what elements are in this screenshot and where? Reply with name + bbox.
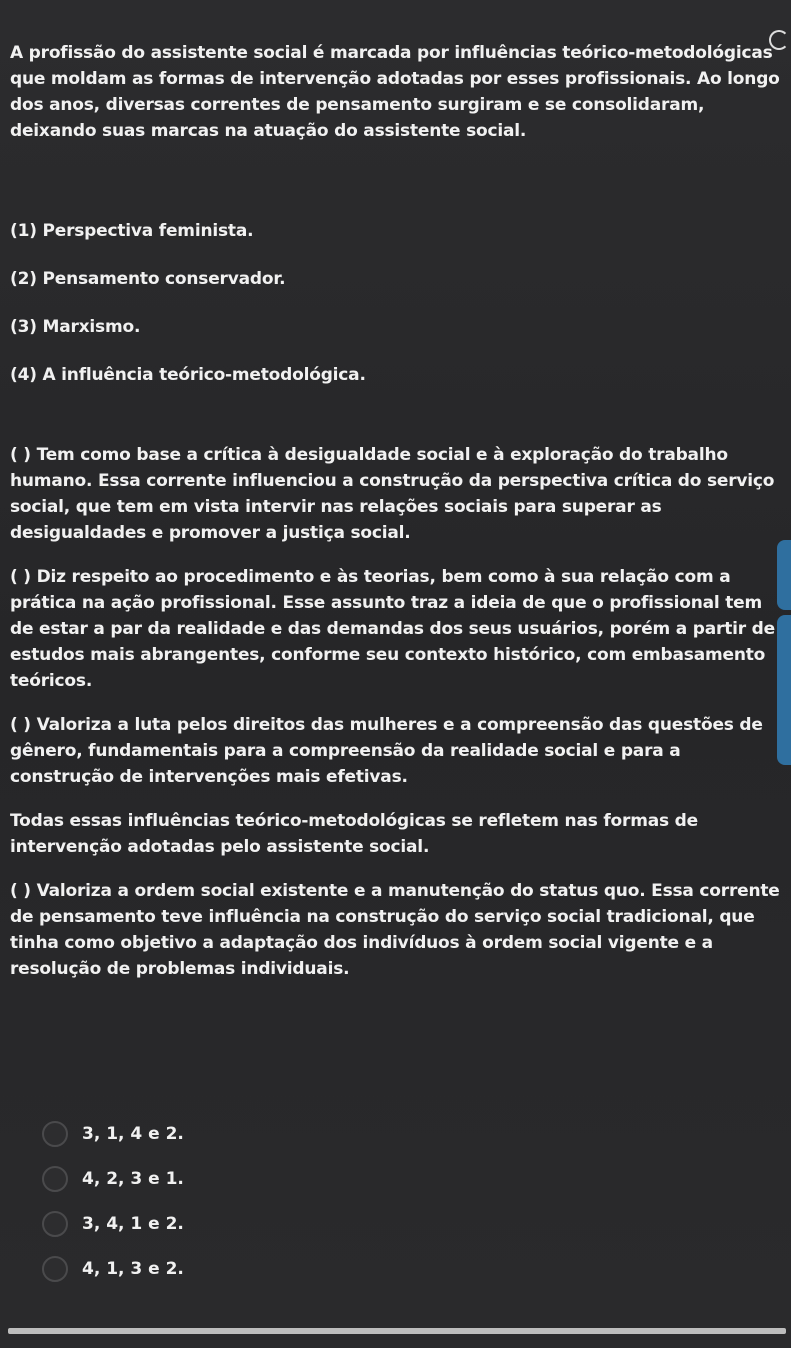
radio-button[interactable] (42, 1166, 68, 1192)
item-4: (4) A influência teórico-metodológica. (10, 365, 366, 385)
item-3: (3) Marxismo. (10, 317, 141, 337)
statement-4: ( ) Valoriza a ordem social existente e a manutenção do status quo. Essa corrente de pensamento teve influência na construção do serviço social tradicional, que tinha como objetivo a adaptação dos indivíduos à ordem social vigente e a resolução de problemas individuais. (10, 881, 780, 979)
item-2: (2) Pensamento conservador. (10, 269, 286, 289)
option-label: 4, 1, 3 e 2. (82, 1259, 184, 1279)
statement-1: ( ) Tem como base a crítica à desigualdade social e à exploração do trabalho humano. Essa corrente influenciou a construção da perspectiva crítica do serviço social, que tem em vista intervir nas relações sociais para superar as desigualdades e promover a justiça social. (10, 445, 775, 543)
option-c[interactable] (42, 1207, 442, 1241)
option-label: 3, 1, 4 e 2. (82, 1124, 184, 1144)
option-a[interactable] (42, 1117, 442, 1151)
question-content (10, 40, 785, 1000)
bottom-divider (8, 1328, 786, 1334)
radio-button[interactable] (42, 1211, 68, 1237)
item-list (10, 218, 785, 388)
option-label: 3, 4, 1 e 2. (82, 1214, 184, 1234)
option-label: 4, 2, 3 e 1. (82, 1169, 184, 1189)
statement-2: ( ) Diz respeito ao procedimento e às teorias, bem como à sua relação com a prática na ação profissional. Esse assunto traz a ideia de que o profissional tem de estar a par da realidade e das demandas dos seus usuários, porém a partir de estudos mais abrangentes, conforme seu contexto histórico, com embasamento teóricos. (10, 567, 775, 691)
option-b[interactable] (42, 1162, 442, 1196)
item-1: (1) Perspectiva feminista. (10, 221, 254, 241)
radio-button[interactable] (42, 1121, 68, 1147)
radio-button[interactable] (42, 1256, 68, 1282)
option-d[interactable] (42, 1252, 442, 1286)
question-intro: A profissão do assistente social é marcada por influências teórico-metodológicas que moldam as formas de intervenção adotadas por esses profissionais. Ao longo dos anos, diversas correntes de pensamento surgiram e se consolidaram, deixando suas marcas na atuação do assistente social. (10, 43, 780, 141)
statement-note: Todas essas influências teórico-metodológicas se refletem nas formas de intervenção adotadas pelo assistente social. (10, 811, 698, 857)
answer-options (42, 1117, 442, 1297)
statement-3: ( ) Valoriza a luta pelos direitos das mulheres e a compreensão das questões de gênero, fundamentais para a compreensão da realidade social e para a construção de intervenções mais efetivas. (10, 715, 763, 787)
